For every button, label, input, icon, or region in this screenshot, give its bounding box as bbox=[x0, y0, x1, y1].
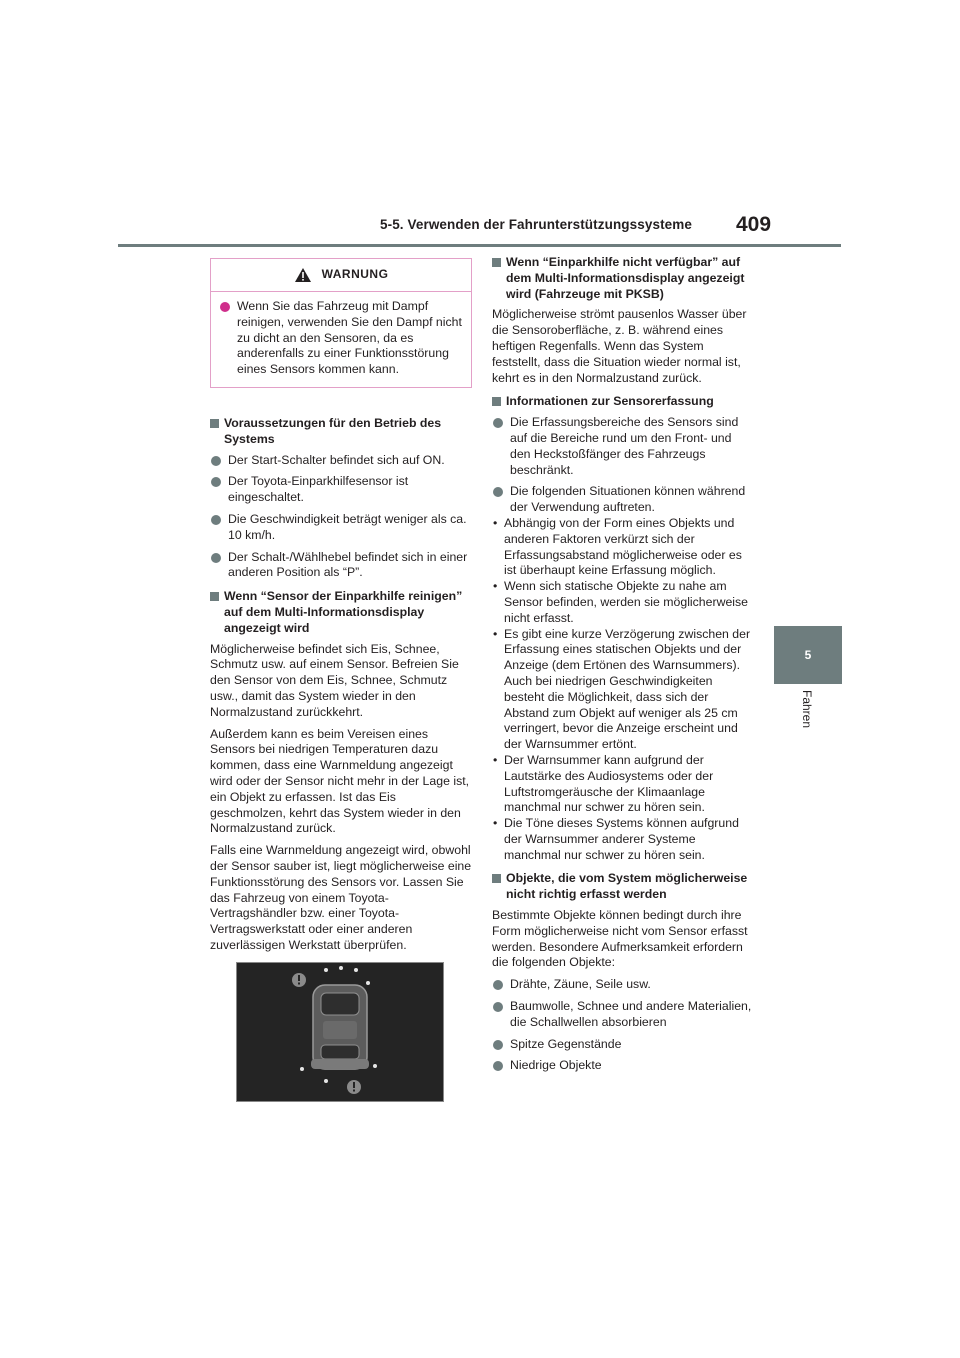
bullet-icon bbox=[493, 418, 503, 428]
bullet-icon bbox=[493, 487, 503, 497]
left-column bbox=[210, 258, 472, 1102]
warning-body bbox=[211, 292, 471, 387]
chapter-tab-label: Fahren bbox=[800, 690, 814, 729]
bullet-icon bbox=[211, 553, 221, 563]
list-item: • Abhängig von der Form eines Objekts und anderen Faktoren verkürzt sich der Erfassungsabstand möglicherweise oder es ist überhaupt keine Erfassung möglich. bbox=[493, 515, 742, 578]
list-item: Baumwolle, Schnee und andere Materialien, die Schallwellen absorbieren bbox=[492, 999, 752, 1031]
situation-list bbox=[492, 516, 752, 864]
list-item: Der Toyota-Einparkhilfesensor ist eingeschaltet. bbox=[210, 474, 472, 506]
section-heading-unavailable: Wenn “Einparkhilfe nicht verfügbar” auf dem Multi-Informationsdisplay angezeigt wird (Fahrzeuge mit PKSB) bbox=[492, 255, 752, 302]
square-bullet-icon bbox=[210, 419, 219, 428]
list-item: • Wenn sich statische Objekte zu nahe am Sensor befinden, werden sie möglicherweise nicht erfasst. bbox=[493, 579, 749, 625]
section-heading-undetected-objects: Objekte, die vom System möglicherweise nicht richtig erfasst werden bbox=[492, 871, 752, 903]
square-bullet-icon bbox=[492, 397, 501, 406]
square-bullet-icon bbox=[492, 258, 501, 267]
bullet-icon bbox=[211, 456, 221, 466]
bullet-icon bbox=[211, 477, 221, 487]
warning-header bbox=[211, 259, 471, 292]
warning-box bbox=[210, 258, 472, 388]
section-title: 5-5. Verwenden der Fahrunterstützungssysteme bbox=[380, 217, 692, 232]
list-item: Spitze Gegenstände bbox=[492, 1037, 752, 1053]
list-item: Drähte, Zäune, Seile usw. bbox=[492, 977, 752, 993]
list-item: Niedrige Objekte bbox=[492, 1058, 752, 1074]
chapter-tab[interactable] bbox=[774, 626, 842, 684]
square-bullet-icon bbox=[210, 592, 219, 601]
paragraph: Falls eine Warnmeldung angezeigt wird, obwohl der Sensor sauber ist, liegt möglicherweise eine Funktionsstörung des Sensors vor. Lassen Sie das Fahrzeug von einem Toyota-Vertragshändler bzw. einer Toyota-Vertragswerkstatt oder einer anderen zuverlässigen Werkstatt überprüfen. bbox=[210, 843, 472, 952]
right-column bbox=[492, 255, 752, 1080]
paragraph: Möglicherweise befindet sich Eis, Schnee, Schmutz usw. auf einem Sensor. Befreien Sie den Sensor von dem Eis, Schnee, Schmutz usw., damit das System wieder in den Normalzustand zurückkehrt. bbox=[210, 641, 459, 719]
list-item: • Die Töne dieses Systems können aufgrund der Warnsummer anderer Systeme manchmal nur schwer zu hören sein. bbox=[493, 816, 739, 862]
warning-title: WARNUNG bbox=[321, 267, 389, 282]
list-item: Der Start-Schalter befindet sich auf ON. bbox=[210, 453, 472, 469]
paragraph: Möglicherweise strömt pausenlos Wasser über die Sensoroberfläche, z. B. während eines heftigen Regenfalls. Wenn das System feststellt, dass die Situation wieder normal ist, kehrt es in den Normalzustand zurück. bbox=[492, 307, 747, 385]
list-item: Die Erfassungsbereiche des Sensors sind auf die Bereiche rund um den Front- und den Heckstoßfänger des Fahrzeugs beschränkt. bbox=[492, 415, 752, 478]
bullet-icon bbox=[211, 515, 221, 525]
bullet-icon bbox=[493, 1061, 503, 1071]
header-rule bbox=[118, 244, 841, 247]
vehicle-sensor-diagram bbox=[237, 963, 443, 1101]
bullet-icon bbox=[493, 1002, 503, 1012]
square-bullet-icon bbox=[492, 874, 501, 883]
section-heading-clean-sensor: Wenn “Sensor der Einparkhilfe reinigen” auf dem Multi-Informationsdisplay angezeigt wird bbox=[210, 589, 472, 636]
chapter-tab-number: 5 bbox=[804, 648, 812, 662]
bullet-icon bbox=[493, 980, 503, 990]
section-heading-detection-info: Informationen zur Sensorerfassung bbox=[492, 394, 752, 410]
pink-bullet-icon bbox=[220, 302, 230, 312]
paragraph: Außerdem kann es beim Vereisen eines Sensors bei niedrigen Temperaturen dazu kommen, dass eine Warnmeldung angezeigt wird oder der Sensor nicht mehr in der Lage ist, ein Objekt zu erfassen. Ist das Eis geschmolzen, kehrt das System wieder in den Normalzustand zurück. bbox=[210, 726, 470, 836]
list-item: Der Schalt-/Wählhebel befindet sich in einer anderen Position als “P”. bbox=[210, 550, 472, 582]
bullet-icon bbox=[493, 1040, 503, 1050]
sensor-display-illustration bbox=[236, 962, 444, 1102]
list-item: Die Geschwindigkeit beträgt weniger als ca. 10 km/h. bbox=[210, 512, 472, 544]
list-item: • Es gibt eine kurze Verzögerung zwischen der Erfassung eines statischen Objekts und der Anzeige (dem Ertönen des Warnsummers). Auch bei niedrigen Geschwindigkeiten besteht die Möglichkeit, dass sich der Abstand zum Objekt auf weniger als 25 cm verringert, bevor die Anzeige erscheint und der Warnsummer ertönt. bbox=[493, 626, 751, 752]
list-item: • Der Warnsummer kann aufgrund der Lautstärke des Audiosystems oder der Luftstromgeräusche der Klimaanlage manchmal nur schwer zu hören sein. bbox=[493, 752, 714, 815]
list-item: Die folgenden Situationen können während der Verwendung auftreten. bbox=[492, 484, 752, 516]
paragraph: Bestimmte Objekte können bedingt durch ihre Form möglicherweise nicht vom Sensor erfasst werden. Besondere Aufmerksamkeit erfordern die folgenden Objekte: bbox=[492, 908, 748, 970]
warning-text: Wenn Sie das Fahrzeug mit Dampf reinigen, verwenden Sie den Dampf nicht zu dicht an den Sensoren, da es anderenfalls zu einer Funktionsstörung eines Sensors kommen kann. bbox=[237, 299, 462, 377]
warning-triangle-icon bbox=[294, 267, 312, 283]
page-number: 409 bbox=[736, 213, 772, 236]
section-heading-conditions: Voraussetzungen für den Betrieb des Systems bbox=[210, 416, 472, 448]
